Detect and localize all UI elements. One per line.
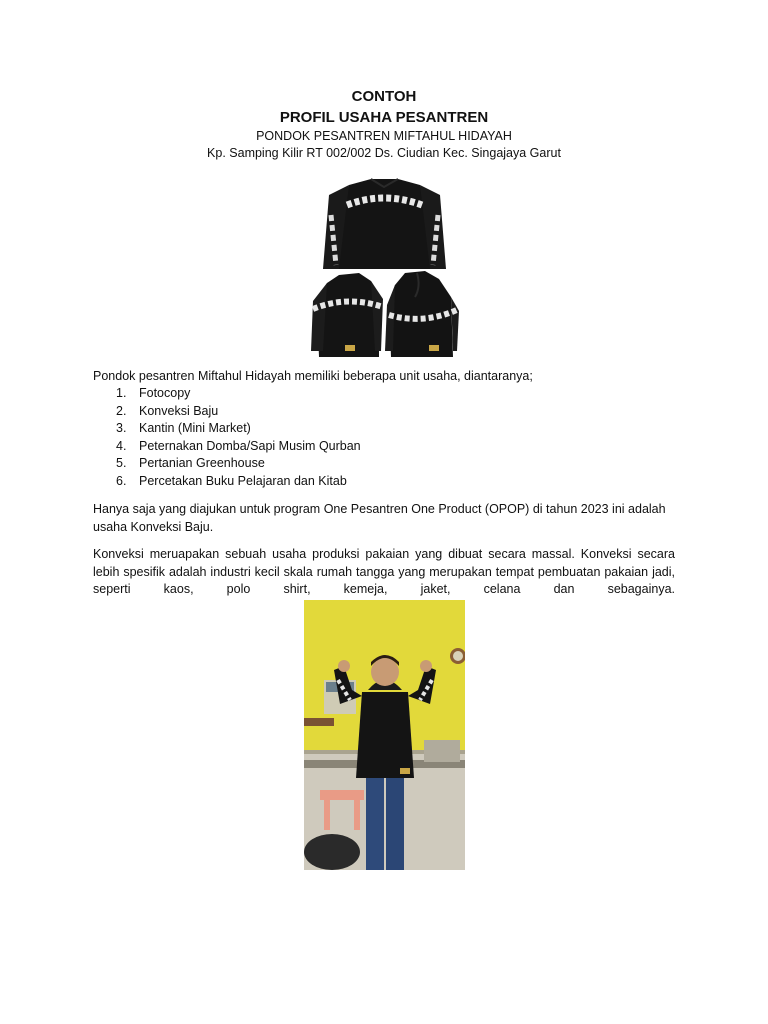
intro-text: Pondok pesantren Miftahul Hidayah memiliki beberapa unit usaha, diantaranya;	[93, 369, 533, 383]
person-jeans	[366, 776, 384, 870]
business-unit-list	[93, 385, 653, 491]
page-title-contoh: CONTOH	[351, 88, 417, 105]
list-item-label: Kantin (Mini Market)	[139, 421, 251, 436]
floor-bag	[304, 834, 360, 870]
person-jacket	[356, 692, 414, 778]
list-item	[93, 420, 653, 438]
list-item-label: Percetakan Buku Pelajaran dan Kitab	[139, 473, 347, 488]
list-item-label: Fotocopy	[139, 386, 191, 400]
pink-stool	[320, 790, 364, 800]
list-item	[93, 403, 653, 421]
list-item-number: 1.	[116, 386, 127, 400]
list-item-number: 6.	[116, 473, 127, 488]
jacket-photo-illustration	[309, 175, 460, 361]
person-head	[371, 658, 399, 686]
jacket-product-photo	[309, 175, 460, 361]
shelf	[304, 718, 334, 726]
jacket-right-view	[385, 271, 459, 357]
list-item-number: 4.	[116, 438, 127, 453]
list-item-label: Konveksi Baju	[139, 403, 219, 418]
pesantren-name: PONDOK PESANTREN MIFTAHUL HIDAYAH	[256, 129, 512, 143]
konveksi-paragraph: Konveksi meruapakan sebuah usaha produksi pakaian yang dibuat secara massal. Konveksi secara lebih spesifik adalah industri kecil skala rumah tangga yang merupakan tempat pembuatan pakaian jadi, seperti kaos, polo shirt, kemeja, jaket, celana dan sebagainya.	[93, 547, 675, 596]
pesantren-address: Kp. Samping Kilir RT 002/002 Ds. Ciudian Kec. Singajaya Garut	[207, 146, 561, 160]
list-item-number: 3.	[116, 421, 127, 436]
jacket-left-view	[311, 273, 383, 357]
list-item	[93, 438, 653, 456]
list-item	[93, 473, 653, 491]
page-title: PROFIL USAHA PESANTREN	[279, 109, 489, 126]
jacket-back-view	[323, 179, 446, 269]
list-item	[93, 385, 653, 403]
opop-paragraph: Hanya saja yang diajukan untuk program One Pesantren One Product (OPOP) di tahun 2023 ini adalah usaha Konveksi Baju.	[93, 502, 666, 534]
person-photo-illustration	[304, 600, 465, 870]
person-wearing-jacket-photo	[304, 600, 465, 870]
list-item-number: 2.	[116, 403, 127, 418]
list-item-label: Pertanian Greenhouse	[139, 456, 265, 471]
list-item-number: 5.	[116, 456, 127, 471]
list-item	[93, 455, 653, 473]
list-item-label: Peternakan Domba/Sapi Musim Qurban	[139, 438, 361, 453]
